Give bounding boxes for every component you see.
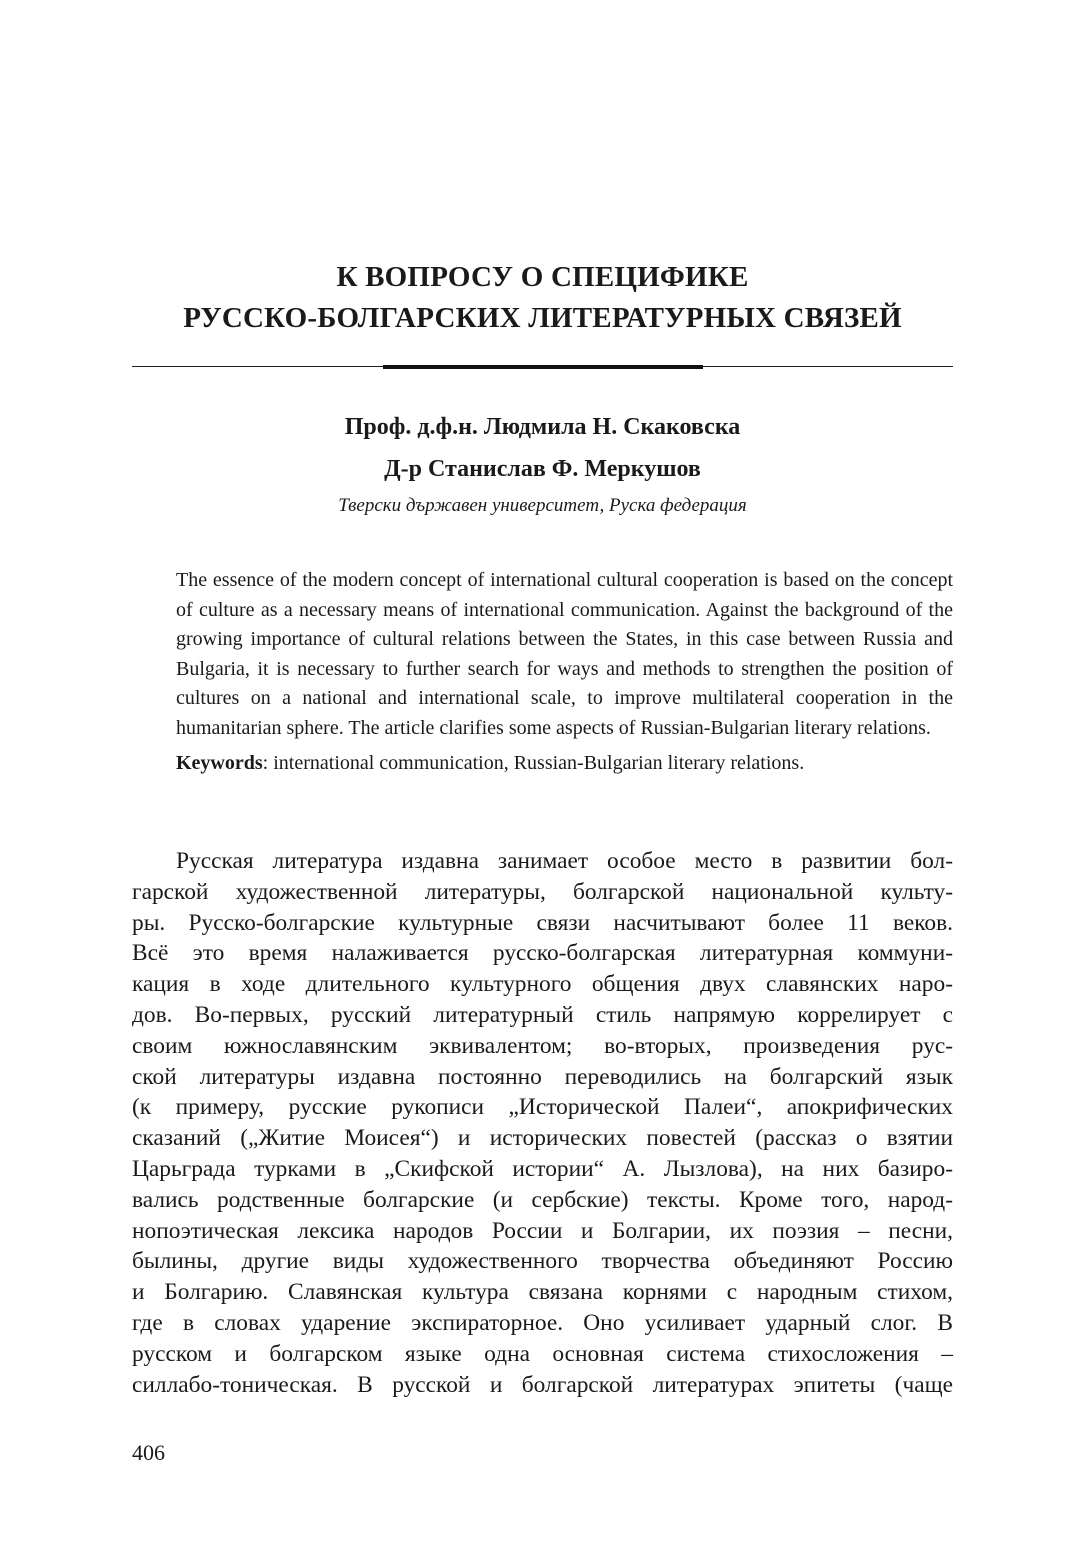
keywords-label: Keywords [176, 752, 263, 774]
body-line: силлабо-тоническая. В русской и болгарской литературах эпитеты (чаще [132, 1371, 953, 1398]
body-line: сказаний („Житие Моисея“) и исторических повестей (рассказ о взятии [132, 1125, 953, 1152]
title-line-2: РУССКО-БОЛГАРСКИХ ЛИТЕРАТУРНЫХ СВЯЗЕЙ [183, 302, 902, 334]
title-divider-accent [383, 365, 703, 369]
body-line: вались родственные болгарские (и сербские) тексты. Кроме того, народ- [132, 1186, 953, 1213]
body-line: русском и болгарском языке одна основная система стихосложения – [132, 1340, 953, 1367]
body-line: кация в ходе длительного культурного общения двух славянских наро- [132, 971, 953, 998]
body-line: былины, другие виды художественного творчества объединяют Россию [132, 1248, 953, 1275]
article-title [132, 257, 953, 339]
body-line: своим южнославянским эквивалентом; во-вторых, произведения рус- [132, 1032, 953, 1059]
author-block [132, 406, 953, 521]
author-2: Д-р Станислав Ф. Меркушов [384, 456, 701, 482]
body-line: Русская литература издавна занимает особое место в развитии бол- [176, 848, 953, 874]
body-line: ры. Русско-болгарские культурные связи насчитывают более 11 веков. [132, 909, 953, 936]
body-line: (к примеру, русские рукописи „Исторической Палеи“, апокрифических [132, 1094, 953, 1121]
body-line: Царьграда турками в „Скифской истории“ А. Лызлова), на них базиро- [132, 1155, 953, 1182]
body-line: Всё это время налаживается русско-болгарская литературная коммуни- [132, 940, 953, 967]
page-number: 406 [132, 1440, 165, 1465]
body-line: гарской художественной литературы, болгарской национальной культу- [132, 878, 953, 905]
body-paragraph [132, 846, 953, 1400]
body-line: дов. Во-первых, русский литературный стиль напрямую коррелирует с [132, 1001, 953, 1028]
body-line: и Болгарию. Славянская культура связана корнями с народным стихом, [132, 1279, 953, 1306]
author-1: Проф. д.ф.н. Людмила Н. Скаковска [344, 414, 741, 440]
title-line-1: К ВОПРОСУ О СПЕЦИФИКЕ [336, 261, 749, 293]
body-line: нопоэтическая лексика народов России и Болгарии, их поэзия – песни, [132, 1217, 953, 1244]
abstract-text: The essence of the modern concept of international cultural cooperation is based on the concept of culture as a necessary means of international communication. Against the background of the growing importance of cultural relations between the States, in this case between Russia and Bulgaria, it is necessary to further search for ways and methods to strengthen the position of cultures on a national and international scale, to improve multilateral cooperation in the humanitarian sphere. The article clarifies some aspects of Russian-Bulgarian literary relations. [176, 569, 953, 739]
body-line: ской литературы издавна постоянно переводились на болгарский язык [132, 1063, 953, 1090]
keywords [176, 749, 953, 779]
body-line: где в словах ударение экспираторное. Оно усиливает ударный слог. В [132, 1309, 953, 1336]
keywords-text: : international communication, Russian-Bulgarian literary relations. [262, 752, 805, 774]
affiliation: Тверски държавен университет, Руска федерация [338, 495, 747, 516]
abstract [176, 566, 953, 779]
